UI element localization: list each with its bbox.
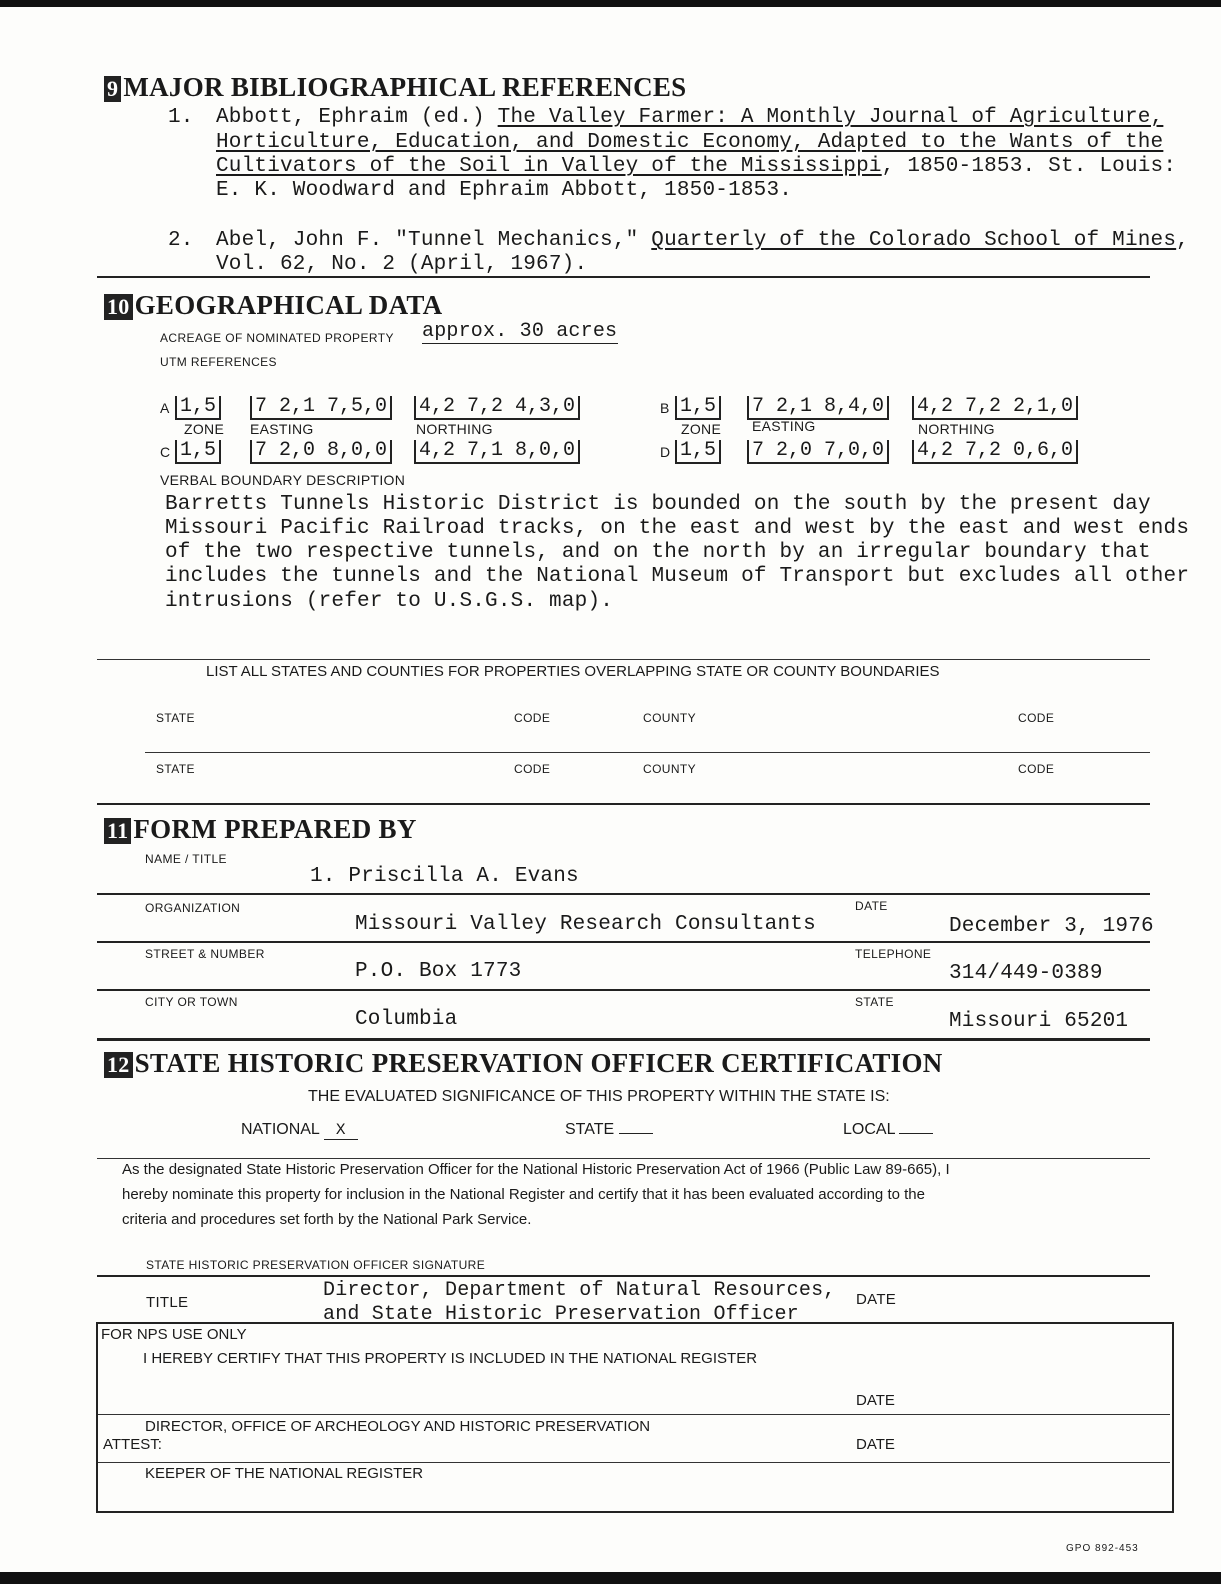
- verbal-boundary-label: VERBAL BOUNDARY DESCRIPTION: [160, 472, 406, 488]
- officer-date-label: DATE: [856, 1291, 897, 1308]
- gpo-number: GPO 892-453: [1066, 1543, 1139, 1554]
- ref1-title-end: Cultivators of the Soil in Valley of the Mississippi: [216, 155, 882, 178]
- nps-header: FOR NPS USE ONLY: [101, 1326, 247, 1343]
- nps-director: DIRECTOR, OFFICE OF ARCHEOLOGY AND HISTORIC PRESERVATION: [145, 1418, 651, 1435]
- state-value: Missouri 65201: [949, 1010, 1129, 1033]
- section-number-12: 12: [104, 1052, 133, 1078]
- utm-b-easting: 7 2,1 8,4,0: [747, 396, 889, 420]
- state-option: [565, 1121, 653, 1139]
- local-mark[interactable]: [899, 1133, 933, 1134]
- verbal-line-4: includes the tunnels and the National Museum of Transport but excludes all other: [165, 565, 1190, 588]
- northing-label-right: NORTHING: [918, 421, 995, 437]
- national-label: NATIONAL: [241, 1121, 320, 1138]
- signature-line: [97, 1275, 1150, 1277]
- reference-1-line-3: [216, 155, 1176, 178]
- utm-label: UTM REFERENCES: [160, 355, 277, 369]
- nps-attest: ATTEST:: [103, 1436, 162, 1453]
- section-9-title: MAJOR BIBLIOGRAPHICAL REFERENCES: [123, 72, 687, 102]
- state-label-2: STATE: [156, 762, 195, 776]
- reference-1-line-2: Horticulture, Education, and Domestic Economy, Adapted to the Wants of the: [216, 131, 1164, 154]
- street-value: P.O. Box 1773: [355, 960, 522, 983]
- name-title-value: 1. Priscilla A. Evans: [310, 865, 579, 888]
- section-number-11: 11: [104, 818, 131, 844]
- officer-title-line-2: and State Historic Preservation Officer: [323, 1303, 799, 1326]
- organization-value: Missouri Valley Research Consultants: [355, 913, 816, 936]
- street-label: STREET & NUMBER: [145, 947, 265, 961]
- utm-d-zone: 1,5: [675, 440, 721, 464]
- ref2-comma: ,: [1176, 229, 1189, 252]
- section-9-heading: [104, 72, 687, 103]
- ref2-journal: Quarterly of the Colorado School of Mines: [651, 229, 1177, 252]
- reference-1-line-4: E. K. Woodward and Ephraim Abbott, 1850-1853.: [216, 179, 793, 202]
- code-label-2: CODE: [1018, 711, 1055, 725]
- county-label-1: COUNTY: [643, 711, 697, 725]
- code-label-3: CODE: [514, 762, 551, 776]
- statement-line-1: As the designated State Historic Preservation Officer for the National Historic Preservation Act of 1966 (Public Law 89-665), I: [122, 1161, 950, 1178]
- city-label: CITY OR TOWN: [145, 995, 238, 1009]
- utm-b-letter: B: [660, 400, 670, 416]
- section-10-heading: [104, 290, 442, 321]
- list-states-label: LIST ALL STATES AND COUNTIES FOR PROPERTIES OVERLAPPING STATE OR COUNTY BOUNDARIES: [206, 663, 940, 680]
- telephone-value: 314/449-0389: [949, 962, 1103, 985]
- utm-b-zone: 1,5: [675, 396, 721, 420]
- utm-d-northing: 4,2 7,2 0,6,0: [912, 440, 1078, 464]
- zone-label-right: ZONE: [681, 421, 722, 437]
- utm-d-easting: 7 2,0 7,0,0: [747, 440, 889, 464]
- telephone-label: TELEPHONE: [855, 947, 932, 961]
- utm-a-zone: 1,5: [175, 396, 221, 420]
- reference-2-line-2: Vol. 62, No. 2 (April, 1967).: [216, 253, 588, 276]
- verbal-line-5: intrusions (refer to U.S.G.S. map).: [165, 590, 614, 613]
- section-12-heading: [104, 1048, 943, 1079]
- signature-label: STATE HISTORIC PRESERVATION OFFICER SIGNATURE: [146, 1258, 486, 1272]
- divider: [97, 276, 1150, 278]
- section-11-heading: [104, 814, 417, 845]
- nps-keeper: KEEPER OF THE NATIONAL REGISTER: [145, 1465, 424, 1482]
- bottom-border: [0, 1572, 1221, 1584]
- section-10-title: GEOGRAPHICAL DATA: [134, 290, 443, 320]
- easting-label-left: EASTING: [250, 421, 314, 437]
- acreage-value: approx. 30 acres: [422, 320, 618, 343]
- utm-a-letter: A: [160, 400, 170, 416]
- divider: [97, 941, 1150, 943]
- utm-a-northing: 4,2 7,2 4,3,0: [414, 396, 580, 420]
- utm-c-easting: 7 2,0 8,0,0: [250, 440, 392, 464]
- state-mark[interactable]: [619, 1133, 653, 1134]
- verbal-line-1: Barretts Tunnels Historic District is bounded on the south by the present day: [165, 493, 1151, 516]
- divider: [97, 1158, 1150, 1159]
- name-title-label: NAME / TITLE: [145, 852, 227, 866]
- utm-c-northing: 4,2 7,1 8,0,0: [414, 440, 580, 464]
- code-label-1: CODE: [514, 711, 551, 725]
- divider: [97, 1038, 1150, 1041]
- state-label: STATE: [855, 995, 894, 1009]
- nps-date-label-2: DATE: [856, 1436, 895, 1453]
- divider: [145, 752, 1150, 753]
- code-label-4: CODE: [1018, 762, 1055, 776]
- statement-line-3: criteria and procedures set forth by the National Park Service.: [122, 1211, 532, 1228]
- divider: [97, 803, 1150, 805]
- utm-d-letter: D: [660, 444, 671, 460]
- ref1-title-part: The Valley Farmer: A Monthly Journal of Agriculture,: [497, 106, 1164, 129]
- state-significance-label: STATE: [565, 1121, 615, 1138]
- section-12-title: STATE HISTORIC PRESERVATION OFFICER CERTIFICATION: [134, 1048, 943, 1078]
- easting-label-right: EASTING: [752, 418, 816, 434]
- nps-certify: I HEREBY CERTIFY THAT THIS PROPERTY IS INCLUDED IN THE NATIONAL REGISTER: [143, 1350, 758, 1367]
- northing-label-left: NORTHING: [416, 421, 493, 437]
- utm-c-zone: 1,5: [175, 440, 221, 464]
- reference-1-line-1: [216, 106, 1163, 129]
- local-label: LOCAL: [843, 1121, 895, 1138]
- utm-b-northing: 4,2 7,2 2,1,0: [912, 396, 1078, 420]
- date-label: DATE: [855, 899, 888, 913]
- county-label-2: COUNTY: [643, 762, 697, 776]
- national-option: [241, 1121, 358, 1140]
- divider: [97, 659, 1150, 660]
- ref2-author: Abel, John F. "Tunnel Mechanics,": [216, 229, 652, 252]
- verbal-line-3: of the two respective tunnels, and on the north by an irregular boundary that: [165, 541, 1151, 564]
- title-label: TITLE: [146, 1294, 189, 1311]
- ref1-author: Abbott, Ephraim (ed.): [216, 106, 498, 129]
- section-number-10: 10: [104, 294, 133, 320]
- reference-2-line-1: [216, 229, 1189, 252]
- organization-label: ORGANIZATION: [145, 901, 241, 915]
- state-label-1: STATE: [156, 711, 195, 725]
- officer-title-line-1: Director, Department of Natural Resources,: [323, 1279, 836, 1302]
- local-option: [843, 1121, 933, 1139]
- divider: [97, 989, 1150, 991]
- section-number-9: 9: [104, 76, 121, 102]
- verbal-line-2: Missouri Pacific Railroad tracks, on the east and west by the east and west ends: [165, 517, 1190, 540]
- zone-label-left: ZONE: [184, 421, 225, 437]
- statement-line-2: hereby nominate this property for inclusion in the National Register and certify that it has been evaluated according to the: [122, 1186, 925, 1203]
- divider: [98, 1414, 1170, 1415]
- reference-1-num: 1.: [168, 106, 194, 129]
- divider: [97, 893, 1150, 895]
- reference-2-num: 2.: [168, 229, 194, 252]
- divider: [98, 1462, 1170, 1463]
- evaluated-significance-label: THE EVALUATED SIGNIFICANCE OF THIS PROPERTY WITHIN THE STATE IS:: [308, 1088, 890, 1105]
- date-value: December 3, 1976: [949, 915, 1154, 938]
- city-value: Columbia: [355, 1008, 458, 1031]
- ref1-publication: , 1850-1853. St. Louis:: [881, 155, 1177, 178]
- nps-date-label-1: DATE: [856, 1392, 895, 1409]
- national-mark[interactable]: X: [324, 1121, 358, 1140]
- top-border: [0, 0, 1221, 7]
- acreage-label: ACREAGE OF NOMINATED PROPERTY: [160, 331, 394, 345]
- utm-c-letter: C: [160, 444, 171, 460]
- utm-a-easting: 7 2,1 7,5,0: [250, 396, 392, 420]
- section-11-title: FORM PREPARED BY: [133, 814, 417, 844]
